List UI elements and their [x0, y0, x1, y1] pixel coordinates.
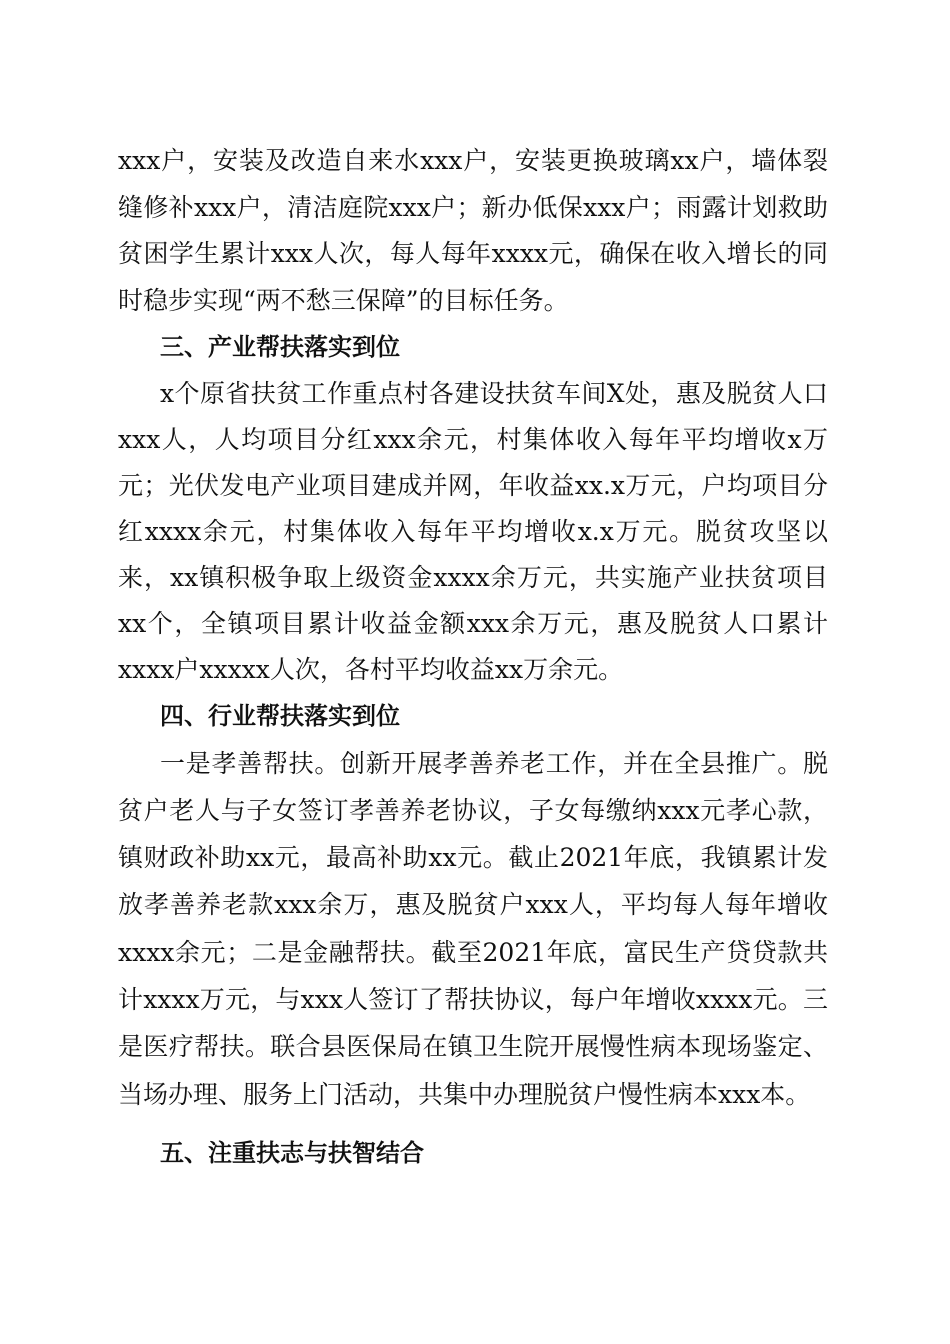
paragraph-housing-safety: xxx户，安装及改造自来水xxx户，安装更换玻璃xx户，墙体裂缝修补xxx户，清洁庭院xxx户；新办低保xxx户；雨露计划救助贫困学生累计xxx人次，每人每年xxxx元，确保在收入增长的同时稳步实现“两不愁三保障”的目标任务。: [118, 146, 828, 315]
document-body: [118, 138, 828, 1177]
heading-ambition-and-wisdom: 五、注重扶志与扶智结合: [160, 1138, 424, 1167]
paragraph-sector-assistance: 一是孝善帮扶。创新开展孝善养老工作，并在全县推广。脱贫户老人与子女签订孝善养老协议，子女每缴纳xxx元孝心款，镇财政补助xx元，最高补助xx元。截止2021年底，我镇累计发放孝善养老款xxx余万，惠及脱贫户xxx人，平均每人每年增收xxxx余元；二是金融帮扶。截至2021年底，富民生产贷贷款共计xxxx万元，与xxx人签订了帮扶协议，每户年增收xxxx元。三是医疗帮扶。联合县医保局在镇卫生院开展慢性病本现场鉴定、当场办理、服务上门活动，共集中办理脱贫户慢性病本xxx本。: [118, 748, 828, 1109]
heading-sector-assistance: 四、行业帮扶落实到位: [160, 701, 400, 730]
paragraph-industry-assistance: x个原省扶贫工作重点村各建设扶贫车间X处，惠及脱贫人口xxx人，人均项目分红xxx余元，村集体收入每年平均增收x万元；光伏发电产业项目建成并网，年收益xx.x万元，户均项目分红xxxx余元，村集体收入每年平均增收x.x万元。脱贫攻坚以来，xx镇积极争取上级资金xxxx余万元，共实施产业扶贫项目xx个，全镇项目累计收益金额xxx余万元，惠及脱贫人口累计xxxx户xxxxx人次，各村平均收益xx万余元。: [118, 378, 828, 684]
heading-industry-assistance: 三、产业帮扶落实到位: [160, 333, 400, 362]
